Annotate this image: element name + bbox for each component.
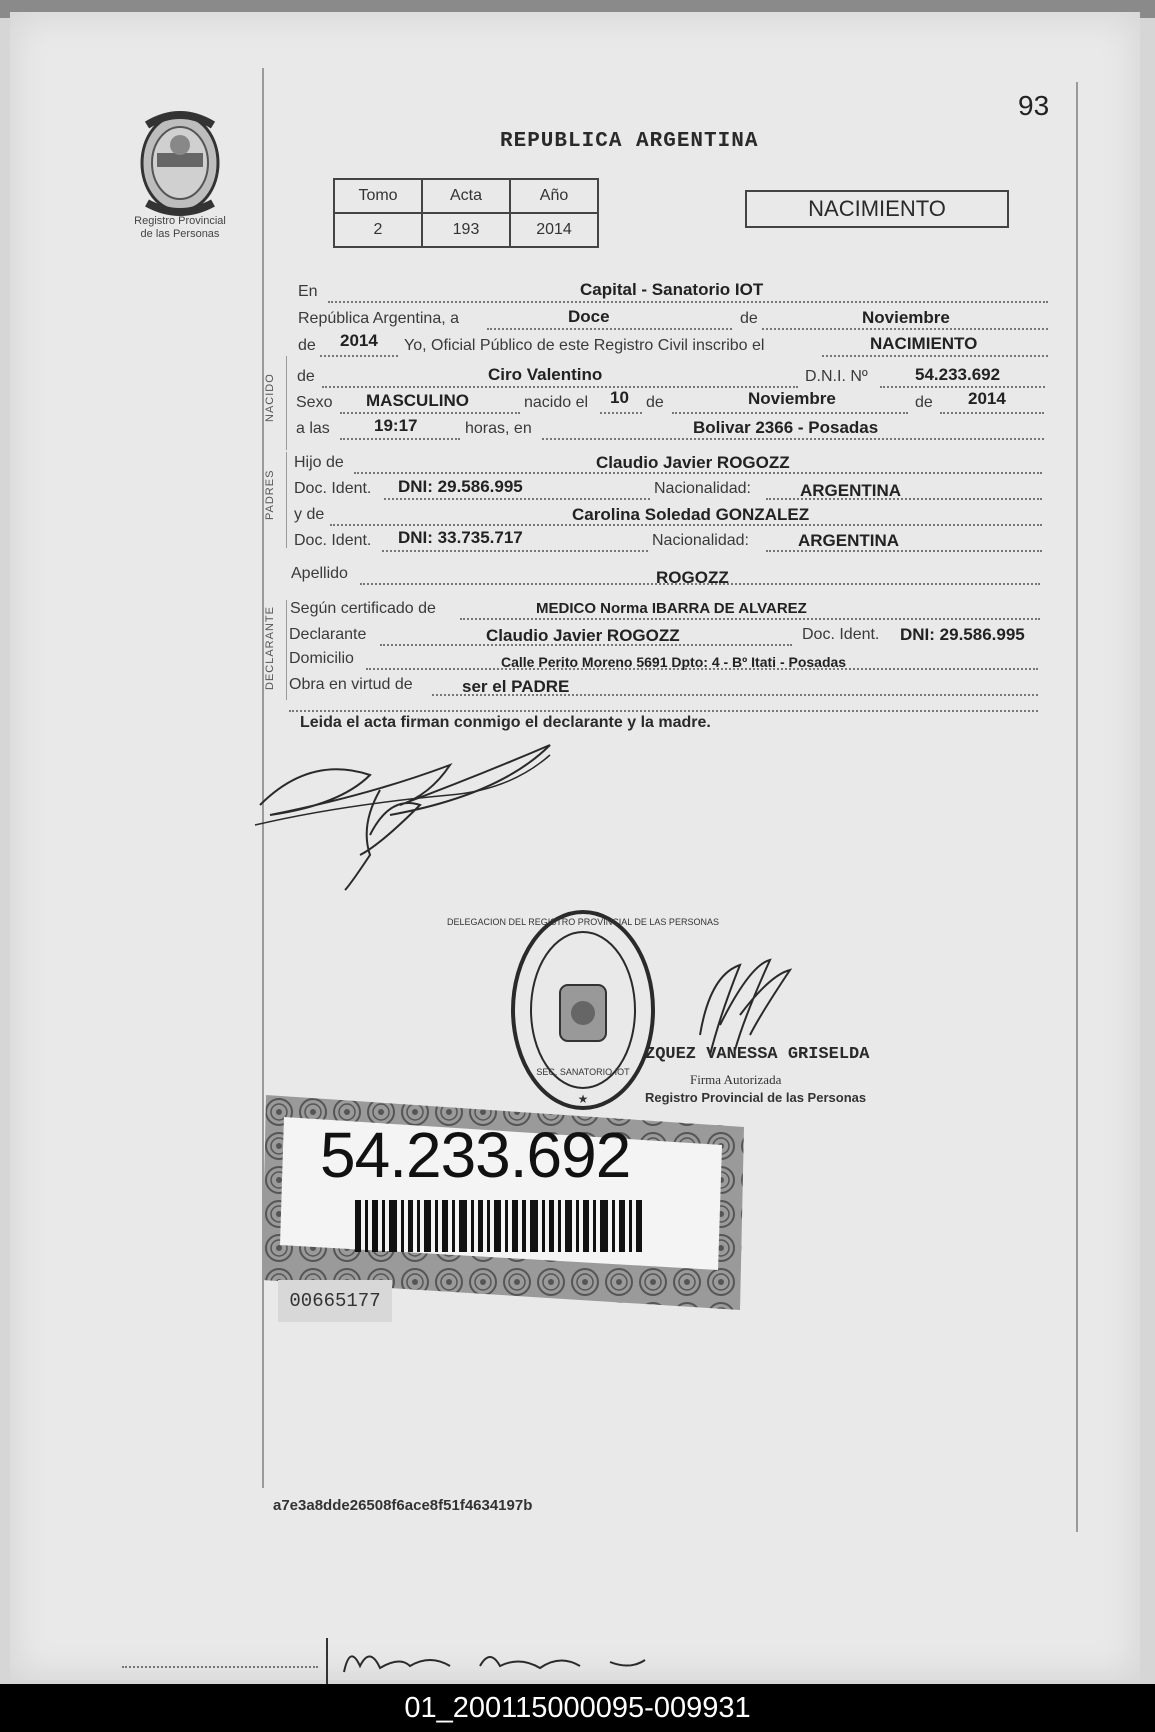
madre-value: Carolina Soledad GONZALEZ bbox=[572, 505, 810, 524]
declarant-signature bbox=[250, 735, 570, 895]
en-label: En bbox=[298, 283, 318, 300]
de-label-5: de bbox=[915, 394, 933, 411]
bottom-margin-rule bbox=[326, 1638, 328, 1684]
alas-label: a las bbox=[296, 420, 330, 437]
section-label-declarante: DECLARANTE bbox=[264, 606, 276, 690]
doc2-label: Doc. Ident. bbox=[294, 532, 372, 549]
nac-dia-value: 10 bbox=[610, 388, 629, 407]
declarante-value: Claudio Javier ROGOZZ bbox=[486, 626, 680, 645]
dni-label: D.N.I. Nº bbox=[805, 368, 868, 385]
sexo-label: Sexo bbox=[296, 394, 333, 411]
horas-en-label: horas, en bbox=[465, 420, 532, 437]
bottom-file-code: 01_200115000095-009931 bbox=[404, 1692, 751, 1724]
en-value: Capital - Sanatorio IOT bbox=[580, 280, 764, 299]
dni-barcode bbox=[355, 1200, 645, 1260]
page-number: 93 bbox=[1018, 90, 1050, 121]
right-margin-rule bbox=[1076, 82, 1078, 1532]
stamp-inner-text: SEC. SANATORIO IOT bbox=[536, 1067, 630, 1077]
bottom-handwritten-signature bbox=[330, 1636, 650, 1680]
mes-value: Noviembre bbox=[862, 308, 950, 327]
certificado-value: MEDICO Norma IBARRA DE ALVAREZ bbox=[536, 600, 807, 617]
section-label-padres: PADRES bbox=[264, 469, 276, 520]
value-anio: 2014 bbox=[510, 213, 598, 247]
dia-value: Doce bbox=[568, 307, 610, 326]
yde-label: y de bbox=[294, 506, 325, 523]
hora-value: 19:17 bbox=[374, 416, 418, 435]
doc3-value: DNI: 29.586.995 bbox=[900, 625, 1025, 644]
blank-dotted-line bbox=[289, 692, 1038, 712]
document-sheet bbox=[10, 12, 1140, 1680]
inscribo-value: NACIMIENTO bbox=[870, 334, 978, 353]
stamp-star-icon: ★ bbox=[577, 1092, 589, 1106]
dni-value: 54.233.692 bbox=[915, 365, 1001, 384]
sexo-value: MASCULINO bbox=[366, 391, 469, 410]
header-tomo: Tomo bbox=[334, 179, 422, 213]
declarante-label: Declarante bbox=[289, 626, 367, 643]
republica-label: República Argentina, a bbox=[298, 310, 459, 327]
table-value-row bbox=[334, 213, 598, 247]
nac2-value: ARGENTINA bbox=[798, 531, 900, 550]
de-label-3: de bbox=[297, 368, 315, 385]
registro-line1: Registro Provincial bbox=[134, 215, 226, 227]
de-label-2: de bbox=[298, 337, 316, 354]
value-tomo: 2 bbox=[334, 213, 422, 247]
authorized-officer-name: ZQUEZ VANESSA GRISELDA bbox=[645, 1045, 870, 1064]
doc2-value: DNI: 33.735.717 bbox=[398, 528, 523, 547]
closing-note: Leida el acta firman conmigo el declarante y la madre. bbox=[300, 714, 711, 731]
tomo-acta-anio-table bbox=[333, 178, 599, 248]
obra-value: ser el PADRE bbox=[462, 677, 570, 696]
obra-label: Obra en virtud de bbox=[289, 676, 413, 693]
authorized-signature-caption: Firma Autorizada bbox=[690, 1072, 782, 1087]
registro-line2: de las Personas bbox=[140, 228, 220, 240]
stamp-ring-text: DELEGACION DEL REGISTRO PROVINCIAL DE LAS PERSONAS bbox=[447, 917, 719, 927]
domicilio-value: Calle Perito Moreno 5691 Dpto: 4 - Bº Itati - Posadas bbox=[501, 654, 847, 670]
lugar-value: Bolivar 2366 - Posadas bbox=[693, 418, 879, 437]
registro-provincial-caption-2: Registro Provincial de las Personas bbox=[645, 1090, 867, 1105]
doc1-value: DNI: 29.586.995 bbox=[398, 477, 523, 496]
hijo-label: Hijo de bbox=[294, 454, 344, 471]
nac1-value: ARGENTINA bbox=[800, 481, 902, 500]
header-acta: Acta bbox=[422, 179, 510, 213]
document-hash: a7e3a8dde26508f6ace8f51f4634197b bbox=[273, 1497, 533, 1514]
section-rule-declarante bbox=[286, 600, 287, 700]
document-title: REPUBLICA ARGENTINA bbox=[500, 130, 759, 153]
domicilio-label: Domicilio bbox=[289, 650, 354, 667]
apellido-value: ROGOZZ bbox=[656, 568, 729, 587]
section-label-nacido: NACIDO bbox=[264, 373, 276, 422]
header-anio: Año bbox=[510, 179, 598, 213]
de-label-4: de bbox=[646, 394, 664, 411]
section-rule-padres bbox=[286, 452, 287, 548]
control-number: 00665177 bbox=[278, 1280, 392, 1322]
bottom-dotted-line bbox=[122, 1648, 318, 1668]
nac-mes-value: Noviembre bbox=[748, 389, 836, 408]
yo-oficial-text: Yo, Oficial Público de este Registro Civil inscribo el bbox=[404, 337, 765, 354]
table-header-row bbox=[334, 179, 598, 213]
provincia-misiones-logo bbox=[135, 105, 225, 217]
doc1-label: Doc. Ident. bbox=[294, 480, 372, 497]
nacido-el-label: nacido el bbox=[524, 394, 589, 411]
doc3-label: Doc. Ident. bbox=[802, 626, 880, 643]
nac2-label: Nacionalidad: bbox=[652, 532, 749, 549]
value-acta: 193 bbox=[422, 213, 510, 247]
section-rule-nacido bbox=[286, 356, 287, 450]
de-label-1: de bbox=[740, 310, 758, 327]
padre-value: Claudio Javier ROGOZZ bbox=[596, 453, 790, 472]
segun-label: Según certificado de bbox=[290, 600, 436, 617]
nombre-value: Ciro Valentino bbox=[488, 365, 603, 384]
registro-official-stamp bbox=[447, 905, 719, 1115]
dni-number-label: 54.233.692 bbox=[320, 1119, 631, 1191]
apellido-label: Apellido bbox=[291, 565, 348, 582]
acta-type-box: NACIMIENTO bbox=[745, 190, 1009, 228]
registro-provincial-caption bbox=[115, 215, 245, 241]
nac1-label: Nacionalidad: bbox=[654, 480, 751, 497]
nac-anio-value: 2014 bbox=[968, 389, 1006, 408]
anio-value: 2014 bbox=[340, 331, 378, 350]
